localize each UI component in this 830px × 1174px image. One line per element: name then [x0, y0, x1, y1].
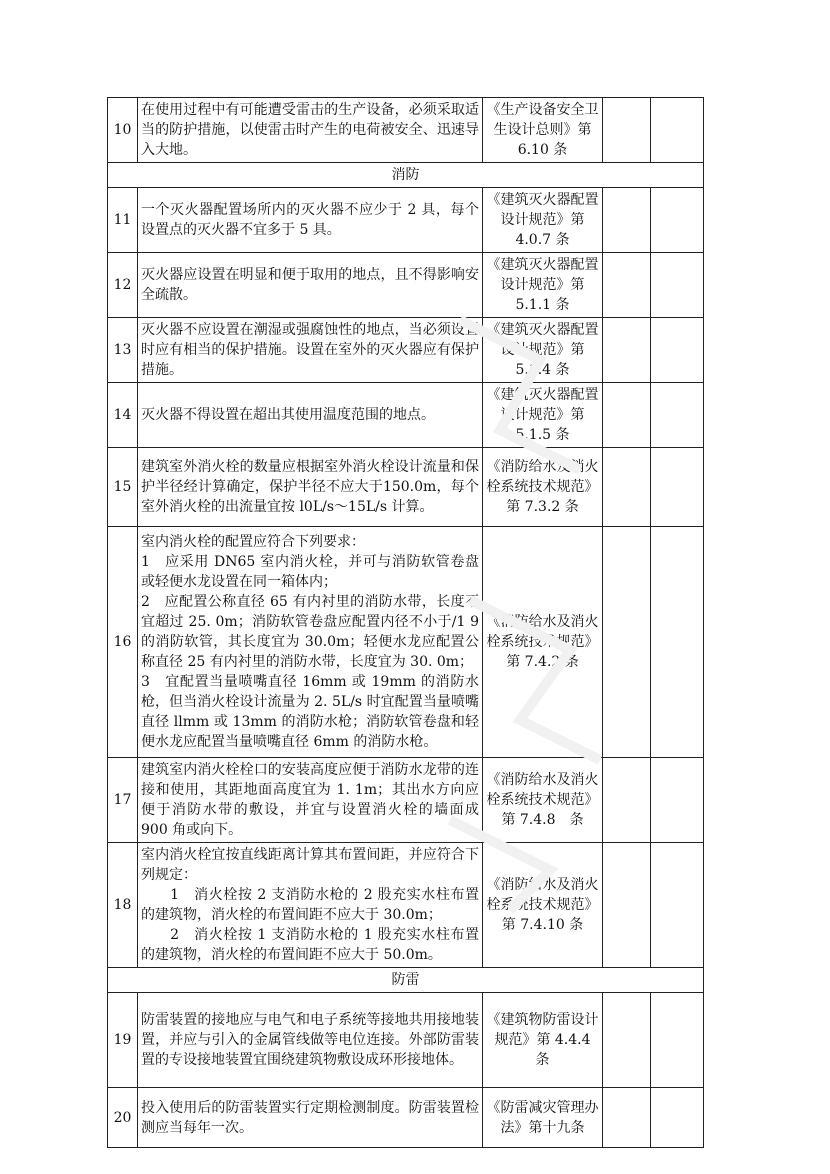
- empty-remark-cell: [651, 188, 704, 253]
- section-title: 防雷: [108, 968, 704, 993]
- regulation-basis-cell: 《建筑灭火器配置设计规范》第 5.1.4 条: [483, 318, 603, 383]
- empty-remark-cell: [651, 527, 704, 758]
- empty-remark-cell: [651, 448, 704, 527]
- regulation-basis-cell: 《消防给水及消火栓系统技术规范》第 7.4.10 条: [483, 843, 603, 968]
- section-title: 消防: [108, 163, 704, 188]
- regulation-basis-cell: 《建筑物防雷设计规范》第 4.4.4 条: [483, 993, 603, 1088]
- table-row: [108, 188, 704, 253]
- empty-check-cell: [603, 843, 651, 968]
- requirement-text-cell: 灭火器不应设置在潮湿或强腐蚀性的地点，当必须设置时应有相当的保护措施。设置在室外的灭火器应有保护措施。: [138, 318, 483, 383]
- regulation-basis-cell: 《建筑灭火器配置设计规范》第 4.0.7 条: [483, 188, 603, 253]
- requirement-text-cell: 一个灭火器配置场所内的灭火器不应少于 2 具，每个设置点的灭火器不宜多于 5 具。: [138, 188, 483, 253]
- table-body: [108, 98, 704, 1148]
- table-row: [108, 98, 704, 163]
- table-row: [108, 758, 704, 843]
- item-number-cell: 12: [108, 253, 138, 318]
- table-row: [108, 383, 704, 448]
- requirement-text-cell: 灭火器不得设置在超出其使用温度范围的地点。: [138, 383, 483, 448]
- item-number-cell: 15: [108, 448, 138, 527]
- empty-remark-cell: [651, 993, 704, 1088]
- requirement-text-cell: 防雷装置的接地应与电气和电子系统等接地共用接地装置，并应与引入的金属管线做等电位连接。外部防雷装置的专设接地装置宜围绕建筑物敷设成环形接地体。: [138, 993, 483, 1088]
- empty-remark-cell: [651, 253, 704, 318]
- empty-remark-cell: [651, 98, 704, 163]
- table-row: [108, 993, 704, 1088]
- table-row: [108, 843, 704, 968]
- requirement-text-cell: 室内消火栓的配置应符合下列要求： 1 应采用 DN65 室内消火栓，并可与消防软管卷盘或轻便水龙设置在同一箱体内； 2 应配置公称直径 65 有内衬里的消防水带，长度不宜超过 25. 0m；消防软管卷盘应配置内径不小于∕1 9 的消防软管，其长度宜为 30.0m；轻便水龙应配置公称直径 25 有内衬里的消防水带，长度宜为 30. 0m； 3 宜配置当量喷嘴直径 16mm 或 19mm 的消防水枪，但当消火栓设计流量为 2. 5L/s 时宜配置当量喷嘴直径 llmm 或 13mm 的消防水枪；消防软管卷盘和轻便水龙应配置当量喷嘴直径 6mm 的消防水枪。: [138, 527, 483, 758]
- empty-remark-cell: [651, 383, 704, 448]
- table-row: [108, 448, 704, 527]
- item-number-cell: 19: [108, 993, 138, 1088]
- empty-check-cell: [603, 993, 651, 1088]
- empty-check-cell: [603, 253, 651, 318]
- requirement-text-cell: 室内消火栓宜按直线距离计算其布置间距，并应符合下列规定： 1 消火栓按 2 支消防水枪的 2 股充实水柱布置的建筑物，消火栓的布置间距不应大于 30.0m； 2 消火栓按 1 支消防水枪的 1 股充实水柱布置的建筑物，消火栓的布置间距不应大于 50.0m。: [138, 843, 483, 968]
- section-header-row: [108, 968, 704, 993]
- empty-check-cell: [603, 448, 651, 527]
- table-row: [108, 253, 704, 318]
- item-number-cell: 18: [108, 843, 138, 968]
- regulation-basis-cell: 《建筑灭火器配置设计规范》第 5.1.1 条: [483, 253, 603, 318]
- empty-check-cell: [603, 1088, 651, 1148]
- item-number-cell: 14: [108, 383, 138, 448]
- regulation-basis-cell: 《消防给水及消火栓系统技术规范》第 7.3.2 条: [483, 448, 603, 527]
- requirement-text-cell: 投入使用后的防雷装置实行定期检测制度。防雷装置检测应当每年一次。: [138, 1088, 483, 1148]
- empty-check-cell: [603, 758, 651, 843]
- empty-check-cell: [603, 383, 651, 448]
- empty-check-cell: [603, 318, 651, 383]
- regulation-basis-cell: 《防雷减灾管理办法》第十九条: [483, 1088, 603, 1148]
- item-number-cell: 11: [108, 188, 138, 253]
- empty-remark-cell: [651, 1088, 704, 1148]
- safety-checklist-table: [107, 97, 704, 1148]
- table-row: [108, 1088, 704, 1148]
- regulation-basis-cell: 《消防给水及消火栓系统技术规范》 第 7.4.8 条: [483, 758, 603, 843]
- table-row: [108, 527, 704, 758]
- requirement-text-cell: 灭火器应设置在明显和便于取用的地点，且不得影响安全疏散。: [138, 253, 483, 318]
- empty-check-cell: [603, 527, 651, 758]
- empty-remark-cell: [651, 318, 704, 383]
- empty-check-cell: [603, 98, 651, 163]
- requirement-text-cell: 在使用过程中有可能遭受雷击的生产设备，必须采取适当的防护措施，以使雷击时产生的电荷被安全、迅速导入大地。: [138, 98, 483, 163]
- requirement-text-cell: 建筑室内消火栓栓口的安装高度应便于消防水龙带的连接和使用，其距地面高度宜为 1. 1m；其出水方向应便于消防水带的敷设，并宜与设置消火栓的墙面成 900 角或向下。: [138, 758, 483, 843]
- item-number-cell: 17: [108, 758, 138, 843]
- item-number-cell: 10: [108, 98, 138, 163]
- empty-remark-cell: [651, 758, 704, 843]
- regulation-basis-cell: 《生产设备安全卫生设计总则》第 6.10 条: [483, 98, 603, 163]
- regulation-basis-cell: 《建筑灭火器配置设计规范》第 5.1.5 条: [483, 383, 603, 448]
- item-number-cell: 13: [108, 318, 138, 383]
- empty-remark-cell: [651, 843, 704, 968]
- item-number-cell: 16: [108, 527, 138, 758]
- empty-check-cell: [603, 188, 651, 253]
- table-row: [108, 318, 704, 383]
- section-header-row: [108, 163, 704, 188]
- item-number-cell: 20: [108, 1088, 138, 1148]
- requirement-text-cell: 建筑室外消火栓的数量应根据室外消火栓设计流量和保护半径经计算确定，保护半径不应大于150.0m，每个室外消火栓的出流量宜按 l0L/s～15L/s 计算。: [138, 448, 483, 527]
- regulation-basis-cell: 《消防给水及消火栓系统技术规范》第 7.4.2 条: [483, 527, 603, 758]
